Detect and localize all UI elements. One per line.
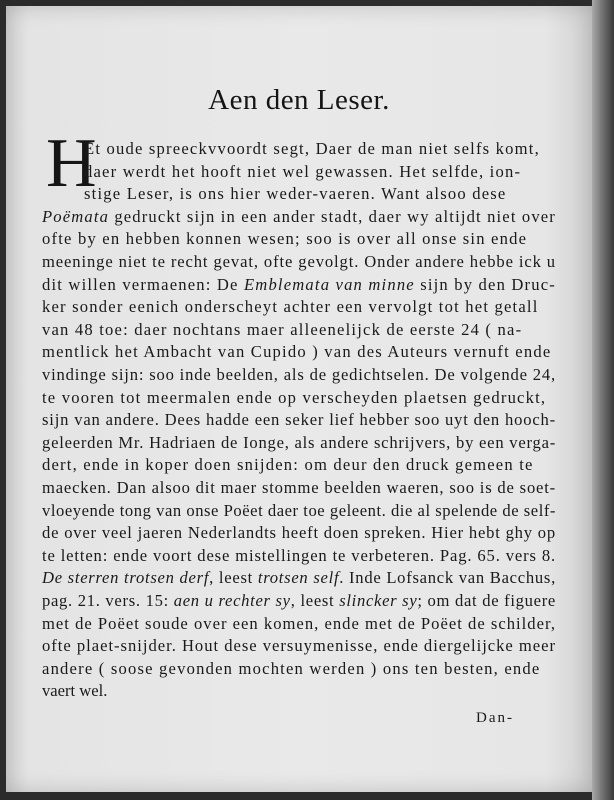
page-edge bbox=[592, 0, 614, 800]
text-line bbox=[42, 568, 556, 588]
text-line bbox=[42, 523, 556, 543]
text-span: sijn van andere. Dees hadde een seker lief hebber soo uyt den hooch- bbox=[42, 410, 556, 430]
text-span: met de Poëet soude over een komen, ende met de Poëet de schilder, bbox=[42, 613, 556, 633]
italic-span: trotsen self bbox=[257, 568, 340, 588]
text-span: ; om dat de figuere bbox=[417, 591, 556, 610]
text-span: ker sonder eenich onderscheyt achter een vervolgt tot het getall bbox=[42, 297, 539, 317]
text-line bbox=[42, 636, 556, 656]
text-span: , leest bbox=[290, 591, 340, 610]
italic-span: aen u rechter sy bbox=[173, 591, 291, 610]
text-line bbox=[42, 320, 522, 340]
text-span: vindinge sijn: soo inde beelden, als de gedichtselen. De volgende 24, bbox=[42, 365, 556, 384]
text-span: dit willen vermaenen: De bbox=[42, 274, 244, 294]
text-line bbox=[42, 275, 556, 295]
text-line bbox=[42, 433, 556, 453]
text-line bbox=[42, 659, 541, 679]
text-span: mentlick het Ambacht van Cupido ) van des Auteurs vernuft ende bbox=[42, 342, 552, 362]
text-span: andere ( soose gevonden mochten werden ) ons ten besten, ende bbox=[42, 658, 541, 678]
text-line bbox=[42, 365, 556, 385]
text-line bbox=[42, 681, 107, 701]
text-span: ofte by en hebben konnen wesen; soo is over all onse sin ende bbox=[42, 229, 528, 249]
italic-span: De sterren trotsen derf bbox=[42, 568, 210, 588]
text-line bbox=[42, 297, 539, 317]
text-span: gedruckt sijn in een ander stadt, daer wy altijdt niet over bbox=[109, 206, 556, 226]
text-line bbox=[42, 207, 556, 227]
text-span: geleerden Mr. Hadriaen de Ionge, als andere schrijvers, by een verga- bbox=[42, 432, 556, 452]
book-page bbox=[6, 6, 592, 792]
text-line bbox=[42, 229, 527, 249]
text-span: te vooren tot meermalen ende op verscheyden plaetsen gedruckt, bbox=[42, 387, 547, 407]
text-span: van 48 toe: daer nochtans maer alleenelijck de eerste 24 ( na- bbox=[42, 319, 523, 339]
text-line bbox=[42, 342, 551, 362]
text-span: daer werdt het hooft niet wel gewassen. Het selfde, ion- bbox=[84, 161, 522, 181]
text-span: ofte plaet-snijder. Hout dese versuymenisse, ende diergelijcke meer bbox=[42, 636, 556, 656]
text-span: pag. 21. vers. 15: bbox=[42, 591, 174, 610]
text-line bbox=[42, 591, 556, 611]
text-span: meeninge niet te recht gevat, ofte gevolgt. Onder andere hebbe ick u bbox=[42, 252, 556, 271]
text-line bbox=[42, 614, 556, 634]
text-line bbox=[84, 162, 521, 182]
italic-span: slincker sy bbox=[339, 591, 418, 610]
text-span: vaert wel. bbox=[42, 681, 108, 701]
italic-span: Poëmata bbox=[42, 206, 110, 226]
text-span: vloeyende tong van onse Poëet daer toe geleent. die al spelende de self- bbox=[42, 500, 556, 520]
text-line bbox=[42, 501, 556, 521]
text-span: maecken. Dan alsoo dit maer stomme beelden waeren, soo is de soet- bbox=[42, 478, 556, 497]
text-line bbox=[42, 252, 556, 272]
text-line bbox=[84, 184, 507, 204]
text-span: , leest bbox=[209, 568, 258, 588]
italic-span: Emblemata van minne bbox=[243, 274, 415, 294]
text-line bbox=[84, 139, 540, 159]
text-line bbox=[42, 410, 556, 430]
text-line bbox=[42, 455, 534, 475]
text-line bbox=[42, 388, 546, 408]
text-span: te letten: ende voort dese mistellingen te verbeteren. Pag. 65. vers 8. bbox=[42, 545, 556, 565]
text-span: sijn by den Druc- bbox=[414, 274, 556, 294]
text-line bbox=[42, 546, 556, 566]
text-line bbox=[42, 478, 556, 498]
drop-cap: H bbox=[46, 125, 97, 202]
text-span: Et oude spreeckvvoordt segt, Daer de man niet selfs komt, bbox=[84, 139, 540, 158]
text-span: stige Leser, is ons hier weder-vaeren. Want alsoo dese bbox=[84, 184, 507, 204]
text-span: dert, ende in koper doen snijden: om deur den druck gemeen te bbox=[42, 455, 534, 475]
text-span: . Inde Lofsanck van Bacchus, bbox=[339, 568, 556, 588]
catchword: Dan- bbox=[476, 710, 514, 726]
text-span: de over veel jaeren Nederlandts heeft doen spreken. Hier hebt ghy op bbox=[42, 523, 556, 543]
page-title: Aen den Leser. bbox=[208, 84, 390, 116]
